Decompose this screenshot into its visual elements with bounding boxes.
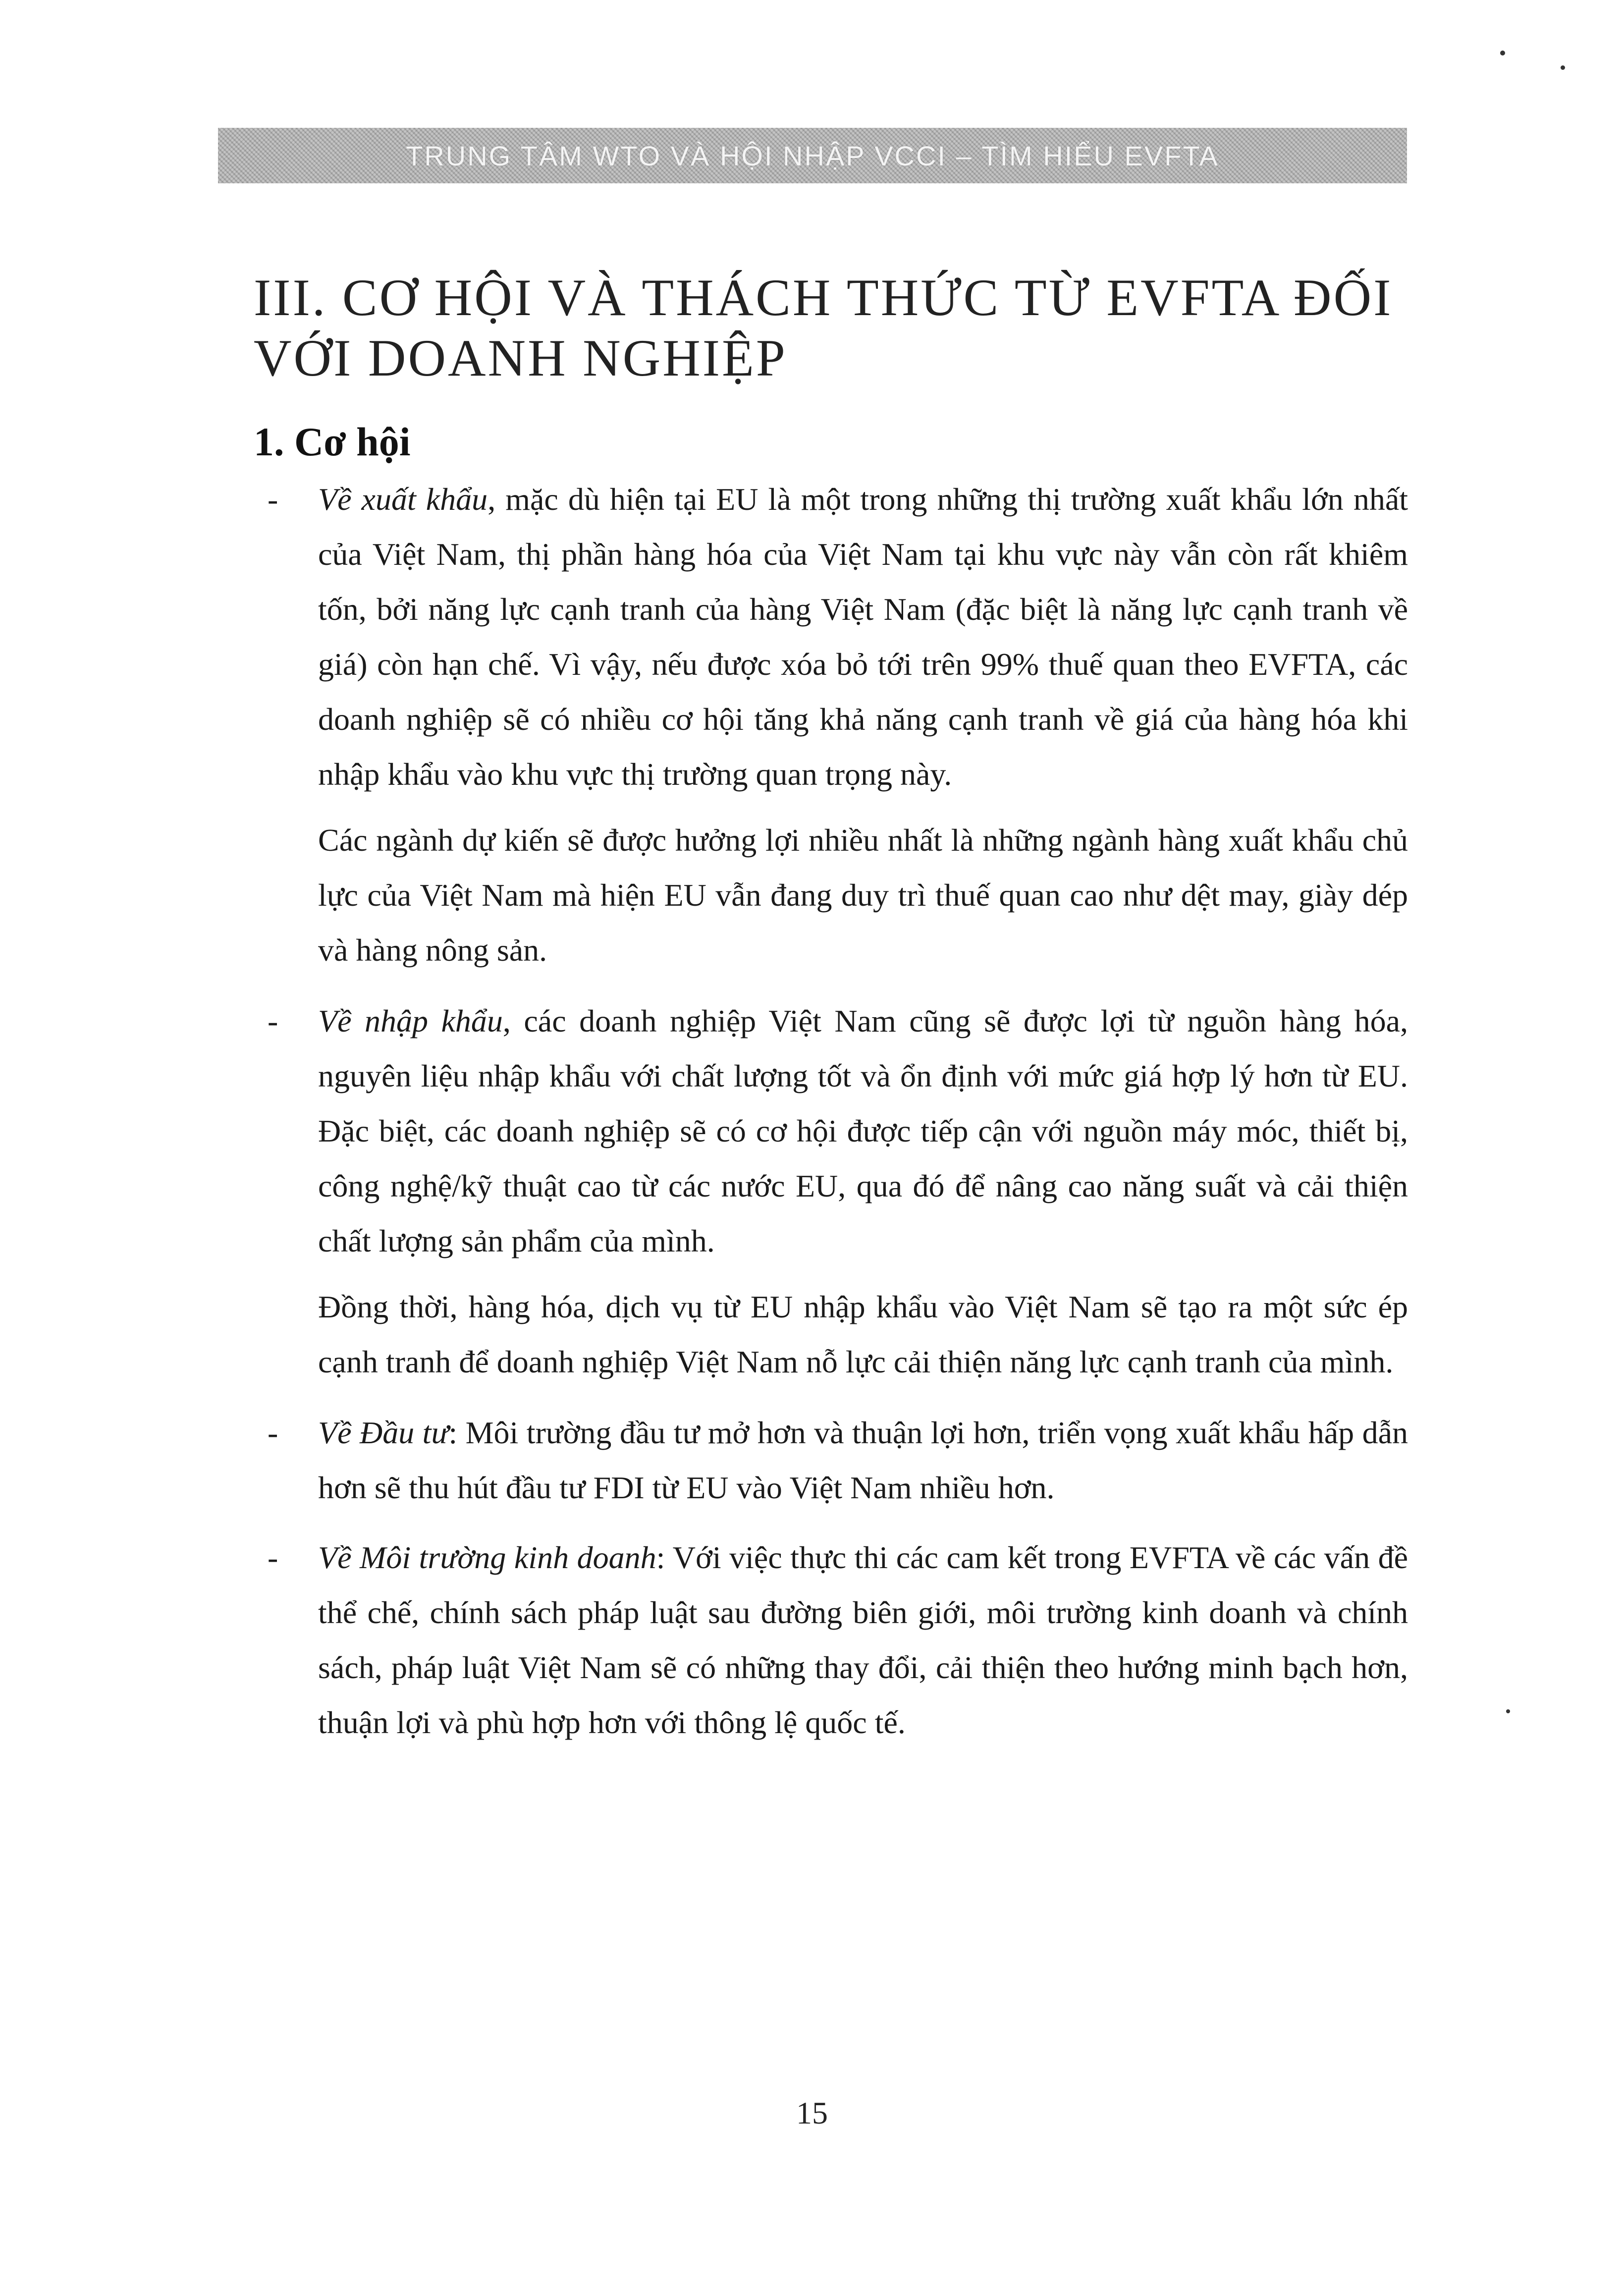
header-band <box>218 128 1407 183</box>
bullet-dash: - <box>268 482 278 517</box>
scan-speck <box>1561 65 1565 70</box>
body-content <box>254 472 1408 1750</box>
paragraph-competition: Đồng thời, hàng hóa, dịch vụ từ EU nhập khẩu vào Việt Nam sẽ tạo ra một sức ép cạnh tranh để doanh nghiệp Việt Nam nỗ lực cải thiện năng lực cạnh tranh của mình. <box>318 1289 1408 1379</box>
scan-speck <box>1506 1709 1510 1713</box>
bullet-lead-business-environment: Về Môi trường kinh doanh <box>318 1540 656 1575</box>
bullet-text-export: , mặc dù hiện tại EU là một trong những thị trường xuất khẩu lớn nhất của Việt Nam, thị phần hàng hóa của Việt Nam tại khu vực này vẫn còn rất khiêm tốn, bởi năng lực cạnh tranh của hàng Việt Nam (đặc biệt là năng lực cạnh tranh về giá) còn hạn chế. Vì vậy, nếu được xóa bỏ tới trên 99% thuế quan theo EVFTA, các doanh nghiệp sẽ có nhiều cơ hội tăng khả năng cạnh tranh về giá của hàng hóa khi nhập khẩu vào khu vực thị trường quan trọng này. <box>318 482 1408 792</box>
section-title: III. CƠ HỘI VÀ THÁCH THỨC TỪ EVFTA ĐỐI VỚI DOANH NGHIỆP <box>254 269 1393 387</box>
bullet-import <box>254 993 1408 1268</box>
bullet-lead-import: Về nhập khẩu <box>318 1003 503 1038</box>
bullet-lead-investment: Về Đầu tư <box>318 1415 449 1450</box>
page-number: 15 <box>796 2095 828 2130</box>
bullet-investment <box>254 1405 1408 1515</box>
bullet-lead-export: Về xuất khẩu <box>318 482 488 517</box>
bullet-text-business-environment: : Với việc thực thi các cam kết trong EVFTA về các vấn đề thể chế, chính sách pháp luật sau đường biên giới, môi trường kinh doanh và chính sách, pháp luật Việt Nam sẽ có những thay đổi, cải thiện theo hướng minh bạch hơn, thuận lợi và phù hợp hơn với thông lệ quốc tế. <box>318 1540 1408 1740</box>
header-band-text: TRUNG TÂM WTO VÀ HỘI NHẬP VCCI – TÌM HIỂU EVFTA <box>406 140 1219 171</box>
bullet-text-import: , các doanh nghiệp Việt Nam cũng sẽ được lợi từ nguồn hàng hóa, nguyên liệu nhập khẩu với chất lượng tốt và ổn định với mức giá hợp lý hơn từ EU. Đặc biệt, các doanh nghiệp sẽ có cơ hội được tiếp cận với nguồn máy móc, thiết bị, công nghệ/kỹ thuật cao từ các nước EU, qua đó để nâng cao năng suất và cải thiện chất lượng sản phẩm của mình. <box>318 1003 1408 1258</box>
bullet-dash: - <box>268 1003 278 1038</box>
bullet-text-investment: : Môi trường đầu tư mở hơn và thuận lợi hơn, triển vọng xuất khẩu hấp dẫn hơn sẽ thu hút đầu tư FDI từ EU vào Việt Nam nhiều hơn. <box>318 1415 1408 1505</box>
bullet-export <box>254 472 1408 802</box>
bullet-business-environment <box>254 1530 1408 1750</box>
paragraph-export-sectors: Các ngành dự kiến sẽ được hưởng lợi nhiều nhất là những ngành hàng xuất khẩu chủ lực của Việt Nam mà hiện EU vẫn đang duy trì thuế quan cao như dệt may, giày dép và hàng nông sản. <box>318 822 1408 968</box>
scan-speck <box>1500 51 1505 55</box>
bullet-dash: - <box>268 1540 278 1575</box>
bullet-dash: - <box>268 1415 278 1450</box>
subheading-opportunities: 1. Cơ hội <box>254 419 411 464</box>
